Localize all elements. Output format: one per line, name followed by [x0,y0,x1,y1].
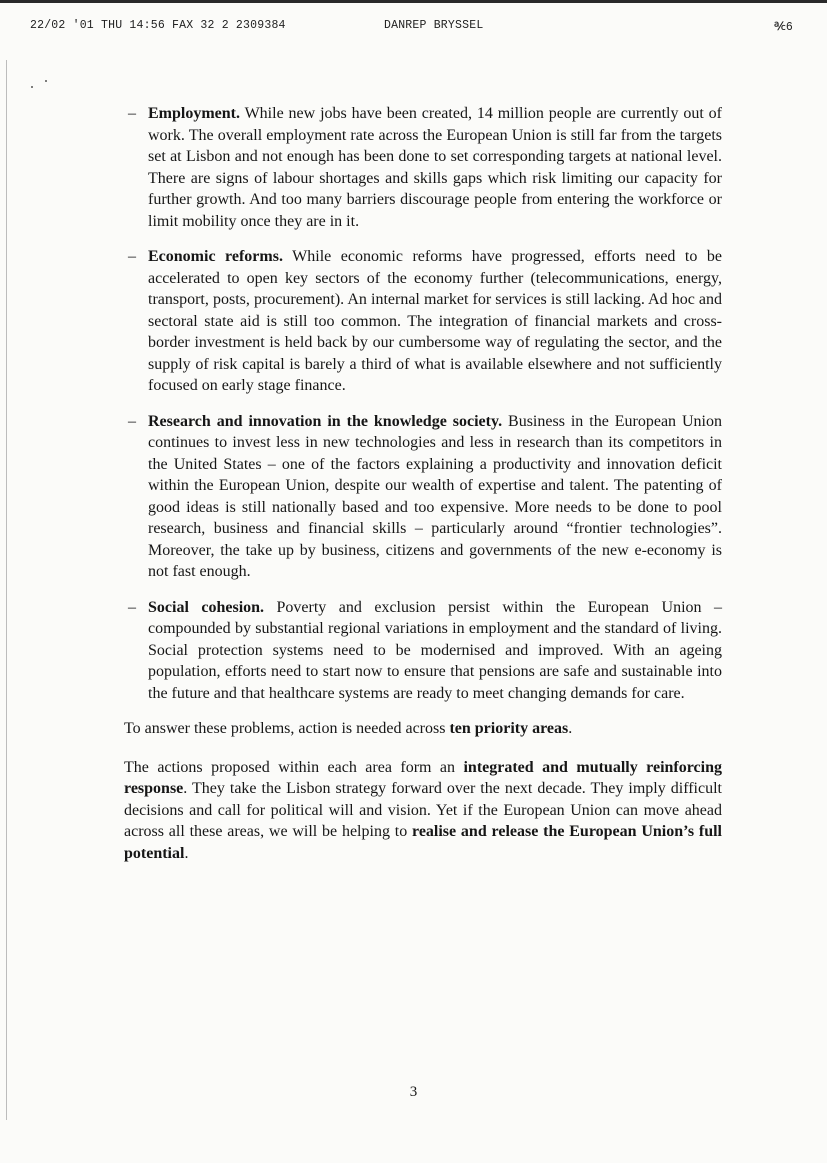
fax-header [30,19,795,37]
bullet-text: While economic reforms have progressed, efforts need to be accelerated to open key sectors of the economy further (telecommunications, energy, transport, posts, procurement). An internal market for services is still lacking. Ad hoc and sectoral state aid is still too common. The integration of financial markets and cross-border investment is held back by our cumbersome way of regulating the sector, and the supply of risk capital is barely a third of what is available elsewhere and not sufficiently focused on early stage finance. [148,248,722,394]
bullet-social-cohesion [124,597,722,705]
fax-sender: DANREP BRYSSEL [384,19,484,32]
page-number: 3 [409,1084,418,1100]
bullet-economic-reforms [124,246,722,397]
paragraph-text: The actions proposed within each area form an [124,758,464,776]
scan-edge-line [6,60,7,1120]
top-rule [0,0,827,3]
bullet-text: Business in the European Union continues to invest less in new technologies and less in research than its competitors in the United States – one of the factors explaining a productivity and innovation deficit within the European Union, despite our wealth of expertise and talent. The patenting of good ideas is still nationally based and too expensive. More needs to be done to pool research, business and financial skills – particularly around “frontier technologies”. Moreover, the take up by business, citizens and governments of the new e-economy is not fast enough. [148,412,722,580]
bullet-heading: Research and innovation in the knowledge society. [148,412,503,430]
paragraph-text: . [568,720,573,737]
bullet-heading: Economic reforms. [148,248,283,265]
paragraph-emphasis: ten priority areas [449,720,569,737]
paragraph-integrated-response [124,757,722,865]
paragraph-text: . [184,844,189,862]
scan-speck [45,80,47,82]
bullet-heading: Employment. [148,105,240,122]
paragraph-text: To answer these problems, action is needed across [124,720,450,737]
bullet-text: Poverty and exclusion persist within the European Union – compounded by substantial regional variations in employment and the standard of living. Social protection systems need to be modernised and improved. With an ageing population, efforts need to start now to ensure that pensions are safe and sustainable into the future and that healthcare systems are ready to meet changing demands for care. [148,598,723,702]
bullet-employment [124,103,722,232]
bullet-dash: – [128,412,136,430]
bullet-text: While new jobs have been created, 14 million people are currently out of work. The overall employment rate across the European Union is still far from the targets set at Lisbon and not enough has been done to set corresponding targets at national level. There are signs of labour shortages and skills gaps which risk limiting our capacity for further growth. And too many barriers discourage people from entering the workforce or limit mobility once they are in it. [148,105,722,230]
paragraph-text: . They take the Lisbon strategy forward over the next decade. They imply difficult decisions and call for political will and vision. Yet if the European Union can move ahead across all these areas, we will be helping to [124,780,722,840]
bullet-research-innovation [124,411,722,583]
fax-page-count: ℀6 [773,21,793,34]
bullet-dash: – [128,248,136,265]
bullet-dash: – [128,105,136,122]
fax-transmission-line: 22/02 '01 THU 14:56 FAX 32 2 2309384 [30,19,286,32]
paragraph-priority-areas [124,718,722,740]
bullet-heading: Social cohesion. [148,598,265,616]
paragraph-emphasis: realise and release the European Union’s full potential [124,823,723,862]
scan-speck [31,86,33,88]
document-body [124,103,722,881]
paragraph-emphasis: integrated and mutually reinforcing response [124,758,722,797]
bullet-dash: – [128,598,136,616]
